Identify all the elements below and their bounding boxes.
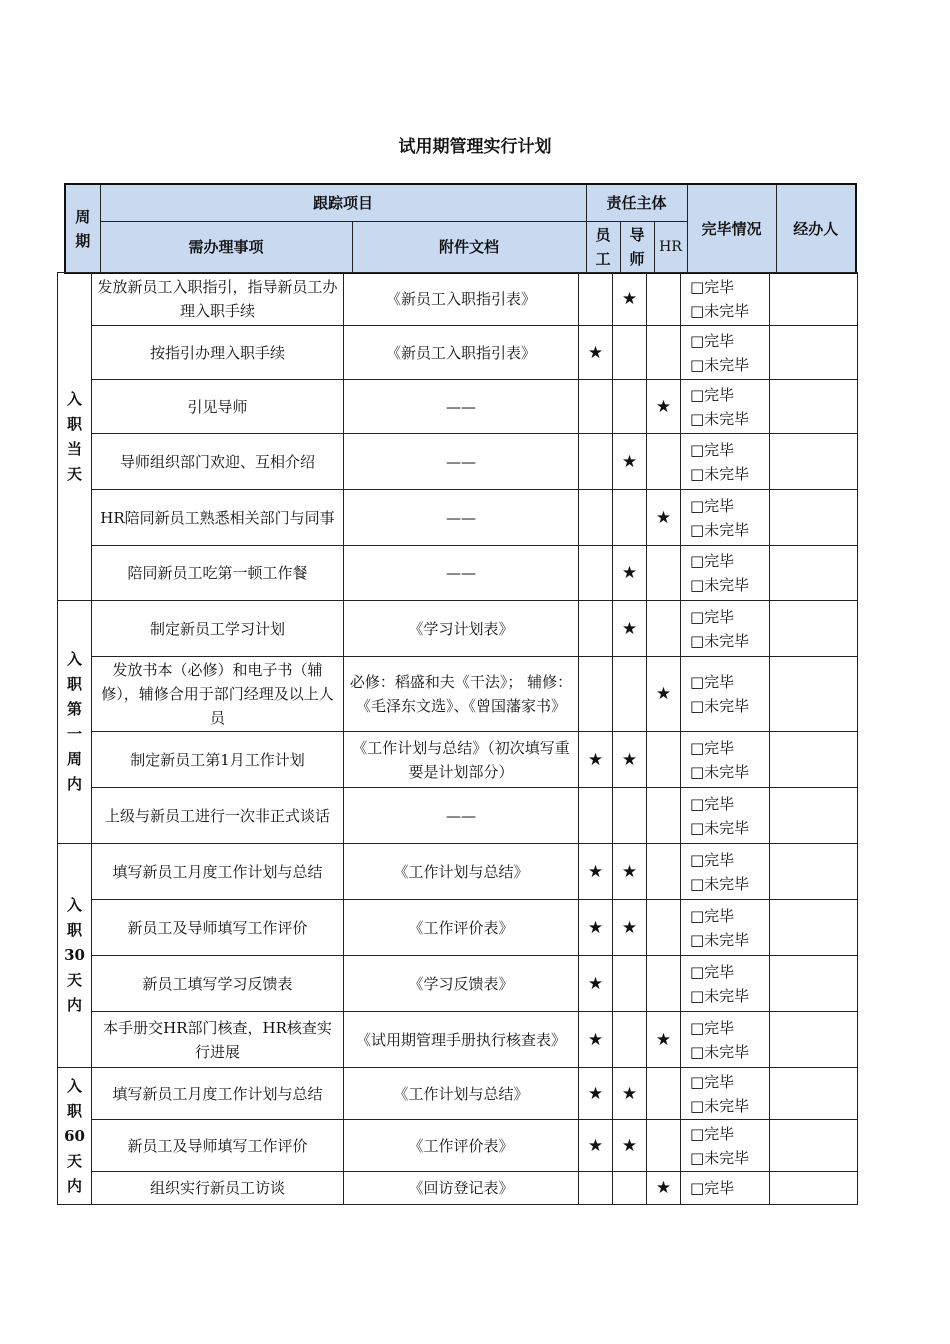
table-row (58, 1172, 858, 1205)
employee-mark (579, 546, 613, 601)
mentor-mark: ★ (613, 273, 647, 326)
mentor-mark (613, 1172, 647, 1205)
header-mentor: 导 师 (620, 221, 654, 273)
period-cell: 入 职 30 天 内 (58, 844, 92, 1068)
header-item: 需办理事项 (100, 221, 352, 273)
hr-mark (647, 732, 681, 788)
hr-mark (647, 844, 681, 900)
hr-mark (647, 273, 681, 326)
table-row (58, 844, 858, 900)
item-cell: 本手册交HR部门核查，HR核查实行进展 (92, 1012, 344, 1068)
item-cell: 制定新员工学习计划 (92, 601, 344, 657)
status-cell (681, 732, 770, 788)
handler-cell (770, 788, 858, 844)
header-employee: 员 工 (586, 221, 620, 273)
attachment-cell: 《工作计划与总结》 (344, 1068, 579, 1120)
handler-cell (770, 434, 858, 490)
employee-mark (579, 273, 613, 326)
table-row (58, 380, 858, 434)
mentor-mark (613, 657, 647, 732)
attachment-cell: —— (344, 434, 579, 490)
employee-mark (579, 788, 613, 844)
checkbox-not-done[interactable]: □未完毕 (690, 520, 750, 539)
status-cell (681, 1068, 770, 1120)
table-row (58, 1068, 858, 1120)
mentor-mark: ★ (613, 601, 647, 657)
period-cell: 入 职 第 一 周 内 (58, 601, 92, 844)
checkbox-done[interactable]: □完毕 (690, 1179, 735, 1197)
attachment-cell: 《工作计划与总结》（初次填写重要是计划部分） (344, 732, 579, 788)
attachment-cell: 《工作评价表》 (344, 900, 579, 956)
checkbox-done[interactable]: □完毕 (690, 850, 735, 869)
handler-cell (770, 380, 858, 434)
checkbox-done[interactable]: □完毕 (690, 1124, 735, 1143)
handler-cell (770, 1172, 858, 1205)
checkbox-done[interactable]: □完毕 (690, 673, 735, 691)
employee-mark (579, 490, 613, 546)
checkbox-not-done[interactable]: □未完毕 (690, 1148, 750, 1167)
handler-cell (770, 1012, 858, 1068)
item-cell: 填写新员工月度工作计划与总结 (92, 1068, 344, 1120)
mentor-mark (613, 1012, 647, 1068)
hr-mark (647, 956, 681, 1012)
mentor-mark (613, 326, 647, 380)
checkbox-done[interactable]: □完毕 (690, 552, 735, 570)
attachment-cell: 《新员工入职指引表》 (344, 326, 579, 380)
table-row (58, 657, 858, 732)
employee-mark (579, 601, 613, 657)
table-row (58, 273, 858, 326)
checkbox-not-done[interactable]: □未完毕 (690, 464, 750, 483)
item-cell: 制定新员工第1月工作计划 (92, 732, 344, 788)
header-responsible: 责任主体 (586, 184, 687, 221)
item-cell: 陪同新员工吃第一顿工作餐 (92, 546, 344, 601)
checkbox-not-done[interactable]: □未完毕 (690, 409, 750, 428)
table-row (58, 601, 858, 657)
mentor-mark (613, 788, 647, 844)
handler-cell (770, 732, 858, 788)
item-cell: 导师组织部门欢迎、互相介绍 (92, 434, 344, 490)
header-handler: 经办人 (776, 184, 856, 273)
handler-cell (770, 490, 858, 546)
hr-mark: ★ (647, 1012, 681, 1068)
checkbox-not-done[interactable]: □未完毕 (690, 631, 750, 650)
attachment-cell: 《学习计划表》 (344, 601, 579, 657)
checkbox-not-done[interactable]: □未完毕 (690, 930, 750, 949)
table-row (58, 546, 858, 601)
employee-mark: ★ (579, 956, 613, 1012)
table-row (58, 490, 858, 546)
status-cell (681, 601, 770, 657)
hr-mark: ★ (647, 380, 681, 434)
table-row (58, 326, 858, 380)
checkbox-done[interactable]: □完毕 (690, 440, 735, 459)
hr-mark (647, 601, 681, 657)
status-cell (681, 844, 770, 900)
handler-cell (770, 657, 858, 732)
mentor-mark (613, 380, 647, 434)
item-cell: 发放新员工入职指引，指导新员工办理入职手续 (92, 273, 344, 326)
status-cell (681, 273, 770, 326)
checkbox-not-done[interactable]: □未完毕 (690, 986, 750, 1005)
mentor-mark: ★ (613, 1120, 647, 1172)
plan-table (57, 272, 858, 1205)
checkbox-done[interactable]: □完毕 (690, 607, 735, 626)
handler-cell (770, 1068, 858, 1120)
employee-mark: ★ (579, 326, 613, 380)
hr-mark (647, 546, 681, 601)
attachment-cell: —— (344, 490, 579, 546)
status-cell (681, 788, 770, 844)
checkbox-not-done[interactable]: □未完毕 (690, 762, 750, 781)
checkbox-done[interactable]: □完毕 (690, 331, 735, 350)
item-cell: 发放书本（必修）和电子书（辅修），辅修合用于部门经理及以上人员 (92, 657, 344, 732)
header-hr: HR (654, 221, 687, 273)
handler-cell (770, 956, 858, 1012)
mentor-mark: ★ (613, 732, 647, 788)
checkbox-done[interactable]: □完毕 (690, 962, 735, 981)
attachment-cell: —— (344, 546, 579, 601)
status-cell (681, 956, 770, 1012)
header-attachment: 附件文档 (352, 221, 586, 273)
attachment-cell: —— (344, 380, 579, 434)
status-cell (681, 900, 770, 956)
checkbox-done[interactable]: □完毕 (690, 1072, 735, 1091)
employee-mark: ★ (579, 1012, 613, 1068)
mentor-mark (613, 956, 647, 1012)
status-cell (681, 546, 770, 601)
handler-cell (770, 546, 858, 601)
employee-mark: ★ (579, 1068, 613, 1120)
status-cell (681, 657, 770, 732)
hr-mark (647, 326, 681, 380)
employee-mark: ★ (579, 900, 613, 956)
period-cell: 入 职 当 天 (58, 273, 92, 601)
handler-cell (770, 601, 858, 657)
handler-cell (770, 1120, 858, 1172)
handler-cell (770, 273, 858, 326)
checkbox-not-done[interactable]: □未完毕 (690, 302, 750, 320)
employee-mark (579, 380, 613, 434)
checkbox-not-done[interactable]: □未完毕 (690, 818, 750, 837)
employee-mark (579, 434, 613, 490)
checkbox-not-done[interactable]: □未完毕 (690, 1042, 750, 1061)
attachment-cell: 必修：稻盛和夫《干法》； 辅修：《毛泽东文选》、《曾国藩家书》 (344, 657, 579, 732)
attachment-cell: 《工作评价表》 (344, 1120, 579, 1172)
employee-mark: ★ (579, 844, 613, 900)
attachment-cell: 《学习反馈表》 (344, 956, 579, 1012)
employee-mark: ★ (579, 732, 613, 788)
table-row (58, 900, 858, 956)
hr-mark: ★ (647, 490, 681, 546)
mentor-mark: ★ (613, 844, 647, 900)
attachment-cell: 《试用期管理手册执行核查表》 (344, 1012, 579, 1068)
attachment-cell: —— (344, 788, 579, 844)
table-row (58, 434, 858, 490)
header-period: 周 期 (65, 184, 100, 273)
status-cell (681, 380, 770, 434)
status-cell (681, 326, 770, 380)
item-cell: 上级与新员工进行一次非正式谈话 (92, 788, 344, 844)
checkbox-done[interactable]: □完毕 (690, 496, 735, 515)
checkbox-not-done[interactable]: □未完毕 (690, 1096, 750, 1115)
item-cell: 填写新员工月度工作计划与总结 (92, 844, 344, 900)
checkbox-not-done[interactable]: □未完毕 (690, 576, 750, 594)
attachment-cell: 《回访登记表》 (344, 1172, 579, 1205)
status-cell (681, 1012, 770, 1068)
table-row (58, 732, 858, 788)
employee-mark: ★ (579, 1120, 613, 1172)
mentor-mark: ★ (613, 900, 647, 956)
hr-mark (647, 1120, 681, 1172)
hr-mark: ★ (647, 1172, 681, 1205)
item-cell: 新员工及导师填写工作评价 (92, 1120, 344, 1172)
attachment-cell: 《工作计划与总结》 (344, 844, 579, 900)
hr-mark: ★ (647, 657, 681, 732)
status-cell (681, 490, 770, 546)
handler-cell (770, 900, 858, 956)
mentor-mark (613, 490, 647, 546)
table-row (58, 1120, 858, 1172)
table-header (64, 183, 857, 274)
item-cell: HR陪同新员工熟悉相关部门与同事 (92, 490, 344, 546)
item-cell: 引见导师 (92, 380, 344, 434)
checkbox-done[interactable]: □完毕 (690, 278, 735, 296)
handler-cell (770, 844, 858, 900)
item-cell: 新员工及导师填写工作评价 (92, 900, 344, 956)
hr-mark (647, 788, 681, 844)
checkbox-done[interactable]: □完毕 (690, 794, 735, 813)
handler-cell (770, 326, 858, 380)
status-cell (681, 1172, 770, 1205)
item-cell: 组织实行新员工访谈 (92, 1172, 344, 1205)
hr-mark (647, 1068, 681, 1120)
checkbox-not-done[interactable]: □未完毕 (690, 697, 750, 715)
table-row (58, 788, 858, 844)
checkbox-not-done[interactable]: □未完毕 (690, 355, 750, 374)
item-cell: 新员工填写学习反馈表 (92, 956, 344, 1012)
employee-mark (579, 657, 613, 732)
checkbox-not-done[interactable]: □未完毕 (690, 874, 750, 893)
page-title: 试用期管理实行计划 (398, 137, 552, 157)
table-row (58, 956, 858, 1012)
status-cell (681, 434, 770, 490)
mentor-mark: ★ (613, 1068, 647, 1120)
period-cell: 入 职 60 天 内 (58, 1068, 92, 1205)
attachment-cell: 《新员工入职指引表》 (344, 273, 579, 326)
checkbox-done[interactable]: □完毕 (690, 738, 735, 757)
hr-mark (647, 434, 681, 490)
header-status: 完毕情况 (687, 184, 776, 273)
mentor-mark: ★ (613, 546, 647, 601)
checkbox-done[interactable]: □完毕 (690, 906, 735, 925)
checkbox-done[interactable]: □完毕 (690, 385, 735, 404)
hr-mark (647, 900, 681, 956)
header-tracking: 跟踪项目 (100, 184, 586, 221)
checkbox-done[interactable]: □完毕 (690, 1018, 735, 1037)
mentor-mark: ★ (613, 434, 647, 490)
table-row (58, 1012, 858, 1068)
item-cell: 按指引办理入职手续 (92, 326, 344, 380)
employee-mark (579, 1172, 613, 1205)
status-cell (681, 1120, 770, 1172)
